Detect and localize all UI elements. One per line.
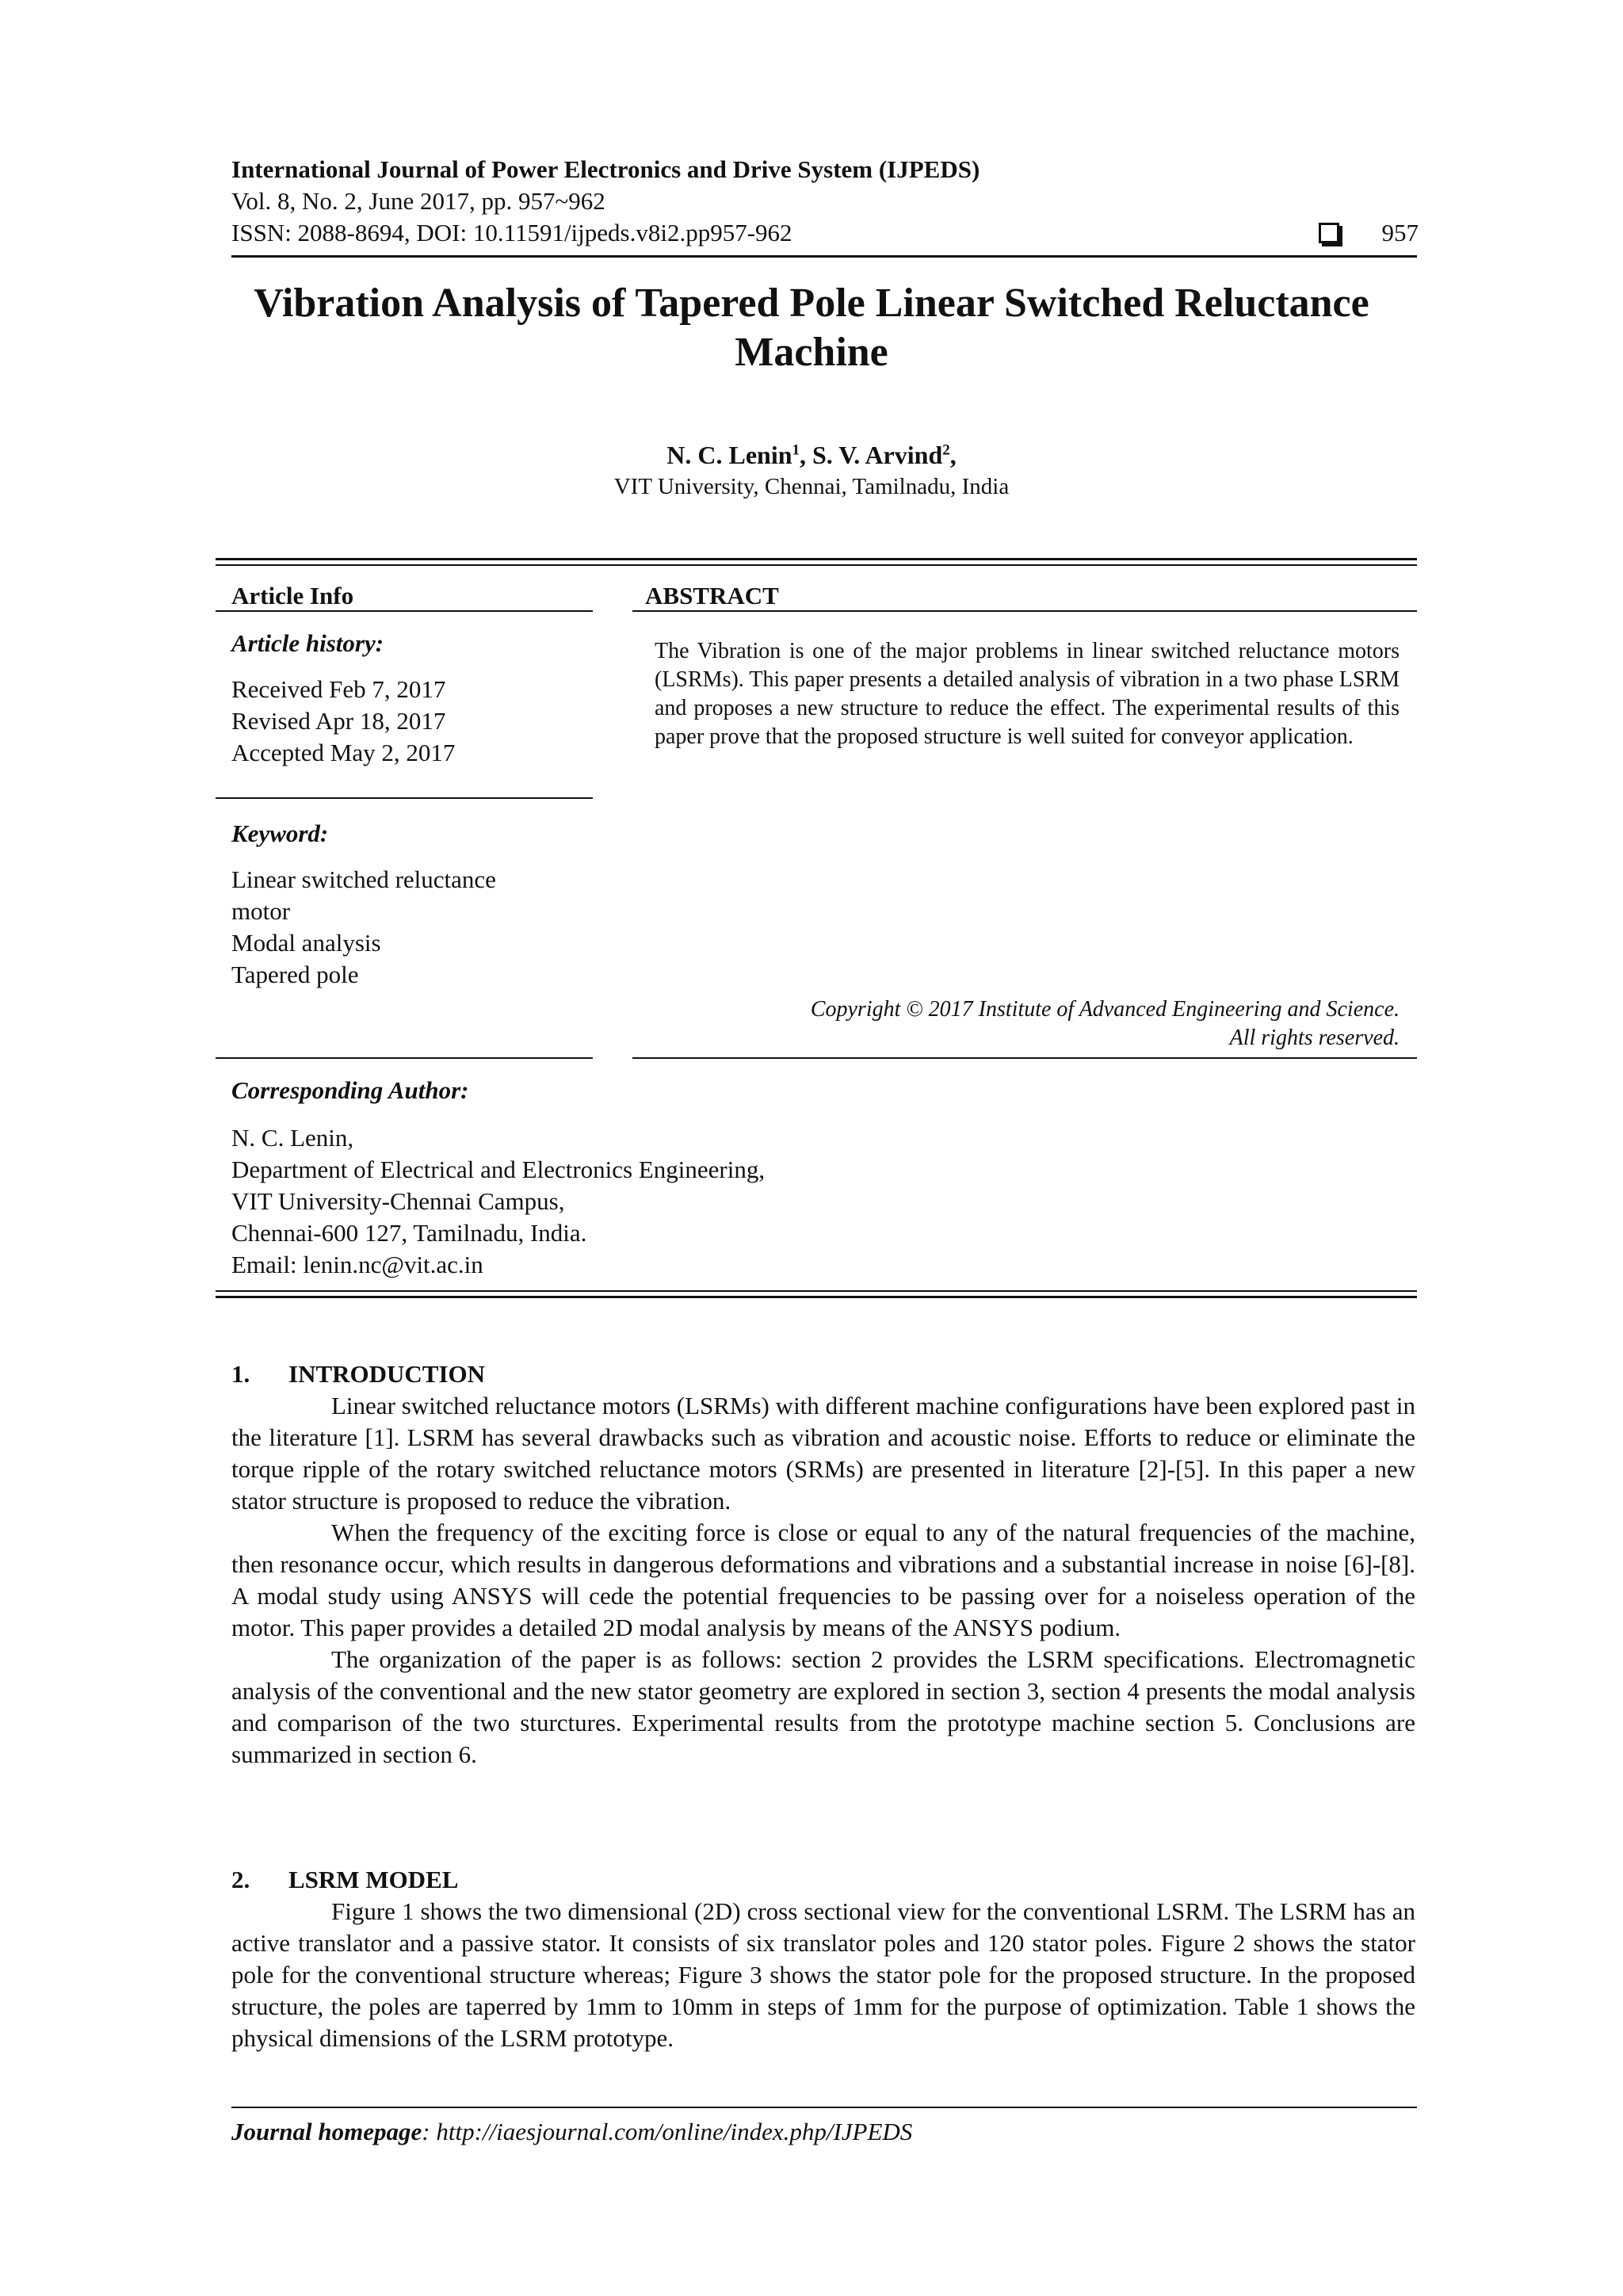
keyword-item: motor [231,897,291,925]
paragraph: The organization of the paper is as follows: section 2 provides the LSRM specifications. Electromagnetic analysis of the conventional and the new stator geometry are explored in section 3, section 4 presents the modal analysis and comparison of the two sturctures. Experimental results from the prototype machine section 5. Conclusions are summarized in section 6. [231,1645,1415,1768]
history-received: Received Feb 7, 2017 [231,675,446,703]
info-top-rule-2 [216,564,1417,566]
article-history-list [231,674,455,769]
history-rule [216,797,593,799]
article-info-heading: Article Info [231,582,354,609]
paragraph: Linear switched reluctance motors (LSRMs) with different machine configurations have been explored past in the literature [1]. LSRM has several drawbacks such as vibration and acoustic noise. Efforts to reduce or eliminate the torque ripple of the rotary switched reluctance motors (SRMs) are presented in literature [2]-[5]. In this paper a new stator structure is proposed to reduce the vibration. [231,1392,1415,1515]
article-info-rule [216,610,593,612]
footer-url[interactable]: : http://iaesjournal.com/online/index.php/IJPEDS [422,2118,913,2145]
section-title: LSRM MODEL [288,1866,459,1893]
abstract-heading: ABSTRACT [645,582,779,609]
paragraph: Figure 1 shows the two dimensional (2D) cross sectional view for the conventional LSRM. The LSRM has an active translator and a passive stator. It consists of six translator poles and 120 stator poles. Figure 2 shows the stator pole for the conventional structure whereas; Figure 3 shows the stator pole for the proposed structure. In the proposed structure, the poles are taperred by 1mm to 10mm in steps of 1mm for the purpose of optimization. Table 1 shows the physical dimensions of the LSRM prototype. [231,1897,1415,2052]
keyword-rule [216,1057,593,1059]
info-bottom-rule-2 [216,1296,1417,1298]
volume-info: Vol. 8, No. 2, June 2017, pp. 957~962 [231,187,605,215]
section-heading-introduction [231,1360,485,1389]
page-number-block [1319,219,1419,247]
keyword-item: Linear switched reluctance [231,865,496,893]
author-affil-sup: 1 [792,441,800,459]
keyword-label: Keyword: [231,819,329,847]
page-number: 957 [1381,219,1419,246]
keyword-list [231,864,496,991]
corresponding-university: VIT University-Chennai Campus, [231,1187,565,1215]
abstract-rule [632,610,1417,612]
affiliation: VIT University, Chennai, Tamilnadu, India [613,474,1010,499]
checkbox-square-icon [1319,223,1339,243]
history-revised: Revised Apr 18, 2017 [231,707,446,735]
info-top-rule [216,558,1417,560]
copyright-line: Copyright © 2017 Institute of Advanced Engineering and Science. [810,997,1400,1022]
corresponding-author-label: Corresponding Author: [231,1076,469,1104]
corresponding-author-details [231,1122,765,1281]
section-number: 2. [231,1866,250,1893]
paragraph: When the frequency of the exciting force is close or equal to any of the natural frequencies of the machine, then resonance occur, which results in dangerous deformations and vibrations and a substantial increase in noise [6]-[8]. A modal study using ANSYS will cede the potential frequencies to be passing over for a noiseless operation of the motor. This paper provides a detailed 2D modal analysis by means of the ANSYS podium. [231,1519,1415,1641]
keyword-item: Modal analysis [231,929,381,957]
issn-doi: ISSN: 2088-8694, DOI: 10.11591/ijpeds.v8i2.pp957-962 [231,219,792,246]
corresponding-address: Chennai-600 127, Tamilnadu, India. [231,1219,587,1247]
author-separator: , [800,441,812,469]
author-affil-sup: 2 [942,441,950,459]
history-accepted: Accepted May 2, 2017 [231,739,456,766]
section-title: INTRODUCTION [288,1360,486,1388]
footer-label: Journal homepage [231,2118,422,2145]
corresponding-department: Department of Electrical and Electronics Engineering, [231,1156,766,1183]
journal-name: International Journal of Power Electronics and Drive System (IJPEDS) [231,155,980,183]
abstract-bottom-rule [632,1057,1417,1059]
section-number: 1. [231,1360,250,1388]
author-name: N. C. Lenin [666,441,792,469]
corresponding-name: N. C. Lenin, [231,1124,354,1152]
copyright-notice [655,995,1400,1052]
section-heading-lsrm-model [231,1866,458,1894]
footer-rule [231,2107,1417,2108]
article-history-label: Article history: [231,629,384,657]
author-list [206,441,1417,470]
paper-title: Vibration Analysis of Tapered Pole Linear Switched Reluctance Machine [254,281,1369,375]
journal-homepage [231,2118,912,2146]
lsrm-model-body [231,1896,1415,2054]
author-separator: , [949,441,957,469]
info-bottom-rule [216,1290,1417,1292]
author-name: S. V. Arvind [812,441,943,469]
introduction-body [231,1390,1415,1771]
header-rule [231,255,1417,258]
abstract-text: The Vibration is one of the major problems in linear switched reluctance motors (LSRMs). This paper presents a detailed analysis of vibration in a two phase LSRM and proposes a new structure to reduce the effect. The experimental results of this paper prove that the proposed structure is well suited for conveyor application. [655,639,1400,749]
keyword-item: Tapered pole [231,961,359,988]
rights-line: All rights reserved. [1229,1026,1400,1050]
corresponding-email: Email: lenin.nc@vit.ac.in [231,1251,483,1278]
